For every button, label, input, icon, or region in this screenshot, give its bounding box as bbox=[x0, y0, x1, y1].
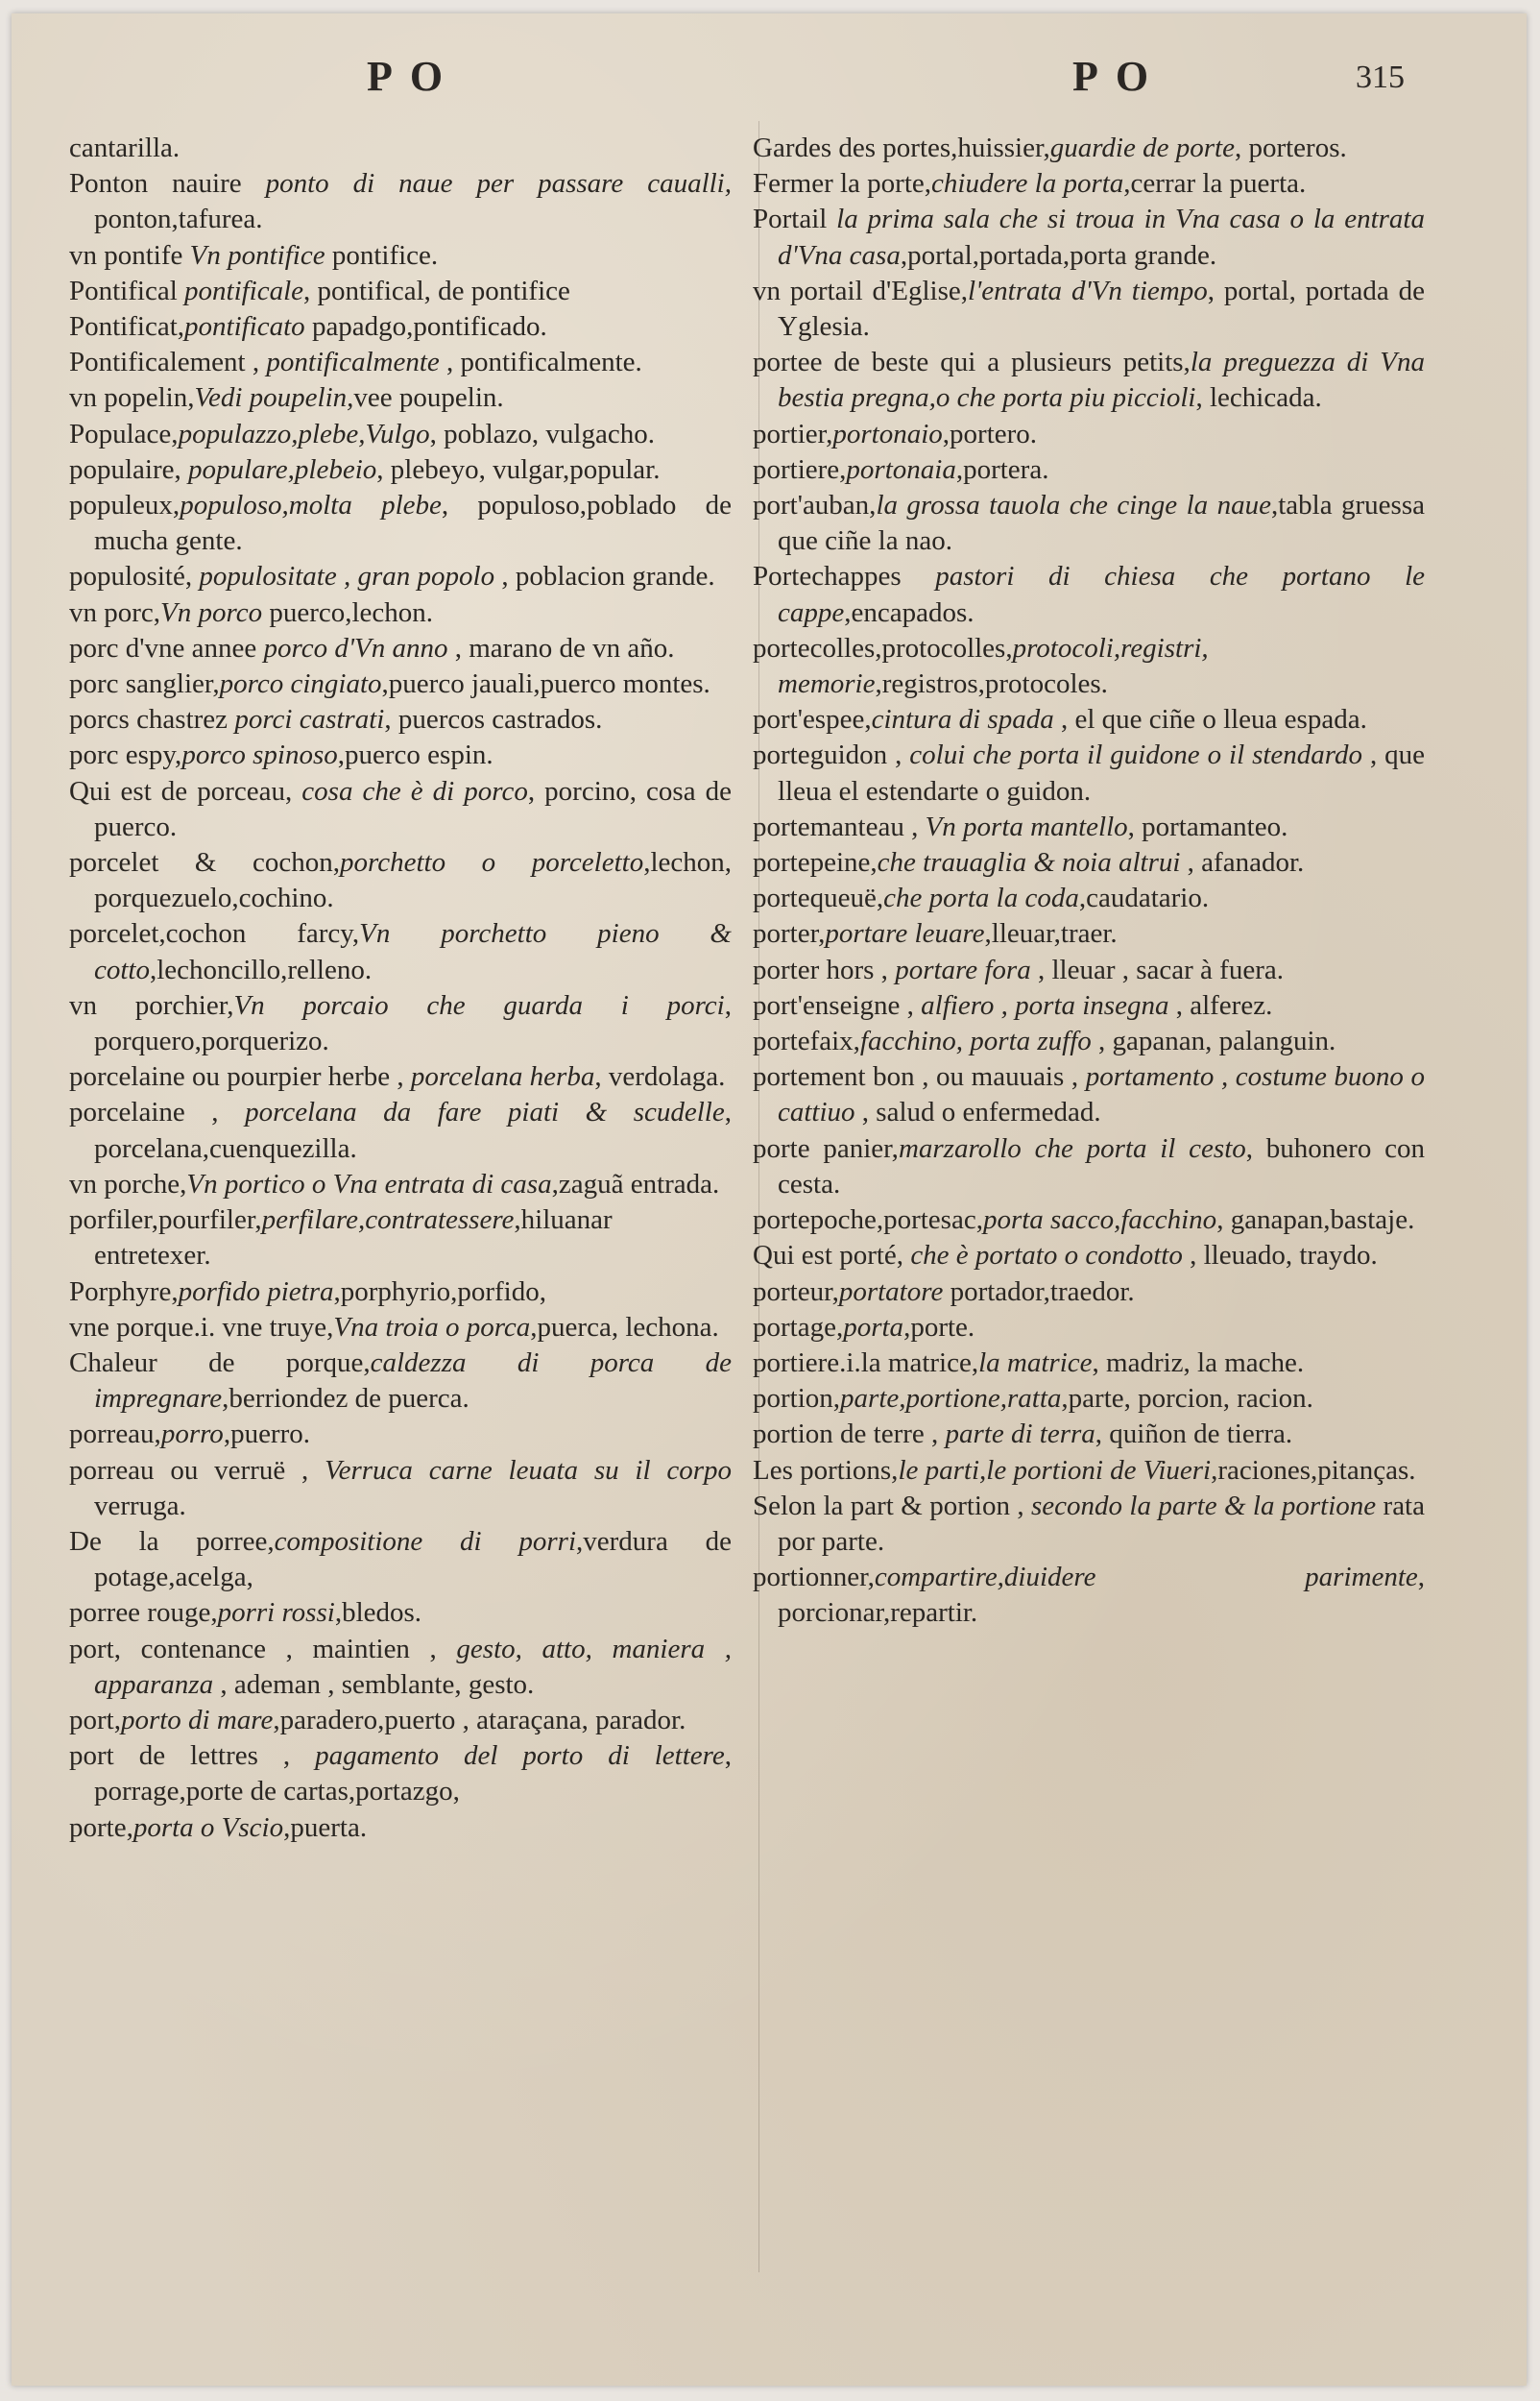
dictionary-entry bbox=[69, 380, 732, 416]
dictionary-entry bbox=[69, 131, 732, 166]
entry-italian-gloss: Vn porchetto pieno & cotto bbox=[94, 918, 732, 985]
entry-spanish-gloss: papadgo,pontificado. bbox=[304, 311, 547, 343]
dictionary-entry bbox=[69, 417, 732, 452]
entry-italian-gloss: che porta la coda bbox=[883, 883, 1079, 914]
entry-spanish-gloss: ,berriondez de puerca. bbox=[222, 1383, 469, 1415]
entry-italian-gloss: portare leuare bbox=[825, 918, 985, 950]
entry-headword: portiere, bbox=[753, 453, 847, 485]
entry-spanish-gloss: ,puerta. bbox=[283, 1811, 368, 1843]
dictionary-entry bbox=[69, 595, 732, 631]
entry-spanish-gloss: puerco,lechon. bbox=[262, 596, 434, 628]
entry-italian-gloss: porcelana da fare piati & scudelle bbox=[245, 1097, 725, 1128]
dictionary-entry bbox=[753, 738, 1425, 809]
entry-italian-gloss: pagamento del porto di lettere bbox=[315, 1740, 725, 1772]
entry-spanish-gloss: ponton,tafurea. bbox=[94, 204, 263, 235]
entry-spanish-gloss: vee poupelin. bbox=[353, 382, 504, 414]
entry-headword: port'auban, bbox=[753, 490, 877, 521]
entry-headword: vn popelin, bbox=[69, 382, 195, 414]
entry-headword: portage, bbox=[753, 1311, 844, 1343]
entry-italian-gloss: secondo la parte & la portione bbox=[1031, 1490, 1377, 1521]
dictionary-entry bbox=[753, 1453, 1425, 1489]
entry-spanish-gloss: ,parte, porcion, racion. bbox=[1061, 1383, 1313, 1415]
entry-headword: Gardes des portes,huissier, bbox=[753, 133, 1050, 163]
entry-italian-gloss: facchino, porta zuffo bbox=[859, 1026, 1092, 1057]
entry-spanish-gloss: ,caudatario. bbox=[1078, 883, 1210, 914]
entry-italian-gloss: porta sacco,facchino bbox=[982, 1204, 1217, 1236]
entry-spanish-gloss: , ganapan,bastaje. bbox=[1216, 1204, 1415, 1236]
entry-spanish-gloss: , lleuar , sacar à fuera. bbox=[1030, 954, 1284, 985]
dictionary-entry bbox=[69, 1095, 732, 1166]
entry-spanish-gloss: , puercos castrados. bbox=[384, 704, 603, 736]
dictionary-entry bbox=[753, 417, 1425, 452]
dictionary-entry bbox=[753, 166, 1425, 202]
entry-italian-gloss: la grossa tauola che cinge la naue bbox=[876, 490, 1271, 521]
dictionary-entry bbox=[69, 845, 732, 916]
dictionary-entry bbox=[69, 452, 732, 488]
dictionary-entry bbox=[69, 1167, 732, 1202]
entry-italian-gloss: Vn porta mantello bbox=[925, 811, 1128, 842]
entry-headword: portecolles,protocolles, bbox=[753, 632, 1013, 664]
entry-italian-gloss: guardie de porte bbox=[1049, 133, 1235, 163]
dictionary-entry bbox=[753, 953, 1425, 988]
dictionary-entry bbox=[753, 1346, 1425, 1381]
entry-italian-gloss: gesto, atto, maniera , apparanza bbox=[94, 1633, 732, 1700]
entry-italian-gloss: porta o Vscio bbox=[132, 1811, 284, 1843]
dictionary-entry bbox=[69, 1632, 732, 1703]
entry-spanish-gloss: , plebeyo, vulgar,popular. bbox=[376, 453, 661, 485]
entry-headword: portion, bbox=[753, 1383, 841, 1415]
entry-spanish-gloss: , porcino, cosa de puerco. bbox=[94, 775, 732, 842]
dictionary-entry bbox=[69, 345, 732, 380]
entry-headword: populeux, bbox=[69, 490, 180, 521]
entry-headword: cantarilla. bbox=[69, 133, 180, 163]
entry-italian-gloss: compositione di porri bbox=[274, 1525, 577, 1557]
entry-spanish-gloss: , buhonero con cesta. bbox=[778, 1132, 1425, 1200]
entry-italian-gloss: porco cingiato bbox=[219, 668, 382, 700]
entry-italian-gloss: populoso,molta plebe bbox=[180, 490, 442, 521]
dictionary-entry bbox=[753, 845, 1425, 881]
entry-headword: porter, bbox=[753, 918, 826, 950]
entry-headword: Fermer la porte, bbox=[753, 168, 932, 200]
entry-headword: portefaix, bbox=[753, 1026, 860, 1057]
entry-spanish-gloss: , ademan , semblante, gesto. bbox=[213, 1668, 535, 1700]
entry-italian-gloss: caldezza di porca de impregnare bbox=[94, 1346, 733, 1415]
entry-headword: porter hors , bbox=[753, 954, 896, 985]
entry-headword: vn porc, bbox=[69, 596, 161, 628]
entry-headword: vn porchier, bbox=[69, 989, 234, 1021]
entry-italian-gloss: compartire,diuidere parimente bbox=[874, 1562, 1418, 1593]
entry-italian-gloss: porco d'Vn anno bbox=[263, 632, 448, 664]
entry-headword: Pontifical bbox=[69, 275, 185, 306]
entry-spanish-gloss: , portamanteo. bbox=[1127, 811, 1288, 842]
entry-italian-gloss: che è portato o condotto bbox=[910, 1240, 1183, 1272]
entry-spanish-gloss: ,encapados. bbox=[844, 596, 975, 628]
dictionary-page bbox=[12, 13, 1527, 2386]
dictionary-entry bbox=[753, 1489, 1425, 1560]
entry-spanish-gloss: ,lleuar,traer. bbox=[984, 918, 1118, 950]
entry-spanish-gloss: ,puerca, lechona. bbox=[530, 1311, 719, 1343]
entry-spanish-gloss: pontifice. bbox=[325, 239, 439, 271]
entry-italian-gloss: populazzo,plebe,Vulgo bbox=[178, 418, 430, 449]
entry-headword: porc sanglier, bbox=[69, 668, 220, 700]
entry-headword: port, contenance , maintien , bbox=[69, 1633, 457, 1664]
entry-italian-gloss: porco spinoso bbox=[181, 740, 338, 771]
entry-spanish-gloss: portador,traedor. bbox=[943, 1275, 1135, 1307]
entry-headword: porcelet & cochon, bbox=[69, 847, 341, 879]
entry-spanish-gloss: , porteros. bbox=[1234, 133, 1347, 163]
entry-headword: populaire, bbox=[69, 453, 189, 485]
entry-spanish-gloss: ,portero. bbox=[942, 418, 1038, 449]
entry-spanish-gloss: ,cerrar la puerta. bbox=[1123, 168, 1307, 200]
dictionary-entry bbox=[69, 1453, 732, 1524]
entry-headword: porcelaine , bbox=[69, 1097, 246, 1128]
dictionary-entry bbox=[753, 452, 1425, 488]
dictionary-entry bbox=[753, 131, 1425, 166]
entry-spanish-gloss: , quiñon de tierra. bbox=[1095, 1419, 1293, 1450]
entry-headword: porree rouge, bbox=[69, 1597, 218, 1629]
dictionary-entry bbox=[753, 1560, 1425, 1631]
entry-italian-gloss: la prima sala che si troua in Vna casa o la entrata d'Vna casa bbox=[778, 204, 1425, 271]
dictionary-entry bbox=[69, 238, 732, 274]
entry-headword: porc espy, bbox=[69, 740, 182, 771]
dictionary-entry bbox=[753, 1381, 1425, 1417]
dictionary-entry bbox=[69, 738, 732, 773]
dictionary-entry bbox=[69, 1346, 732, 1417]
entry-headword: porcelet,cochon farcy, bbox=[69, 918, 360, 950]
dictionary-entry bbox=[753, 988, 1425, 1024]
entry-headword: portier, bbox=[753, 418, 833, 449]
entry-headword: Portail bbox=[753, 204, 837, 235]
entry-italian-gloss: pastori di chiesa che portano le cappe bbox=[778, 561, 1426, 628]
entry-spanish-gloss: ,porphyrio,porfido, bbox=[333, 1275, 546, 1307]
entry-spanish-gloss: ,puerco jauali,puerco montes. bbox=[381, 668, 710, 700]
entry-italian-gloss: Vn porco bbox=[160, 596, 263, 628]
dictionary-entry bbox=[753, 1024, 1425, 1059]
dictionary-entry bbox=[753, 1274, 1425, 1310]
entry-italian-gloss: chiudere la porta bbox=[931, 168, 1124, 200]
entry-headword: portionner, bbox=[753, 1562, 875, 1593]
entry-italian-gloss: porfido pietra bbox=[178, 1275, 334, 1307]
entry-spanish-gloss: , pontificalmente. bbox=[439, 347, 642, 378]
entry-headword: portement bon , ou mauuais , bbox=[753, 1061, 1086, 1093]
entry-italian-gloss: protocoli,registri, memorie bbox=[778, 632, 1209, 700]
entry-italian-gloss: l'entrata d'Vn tiempo bbox=[968, 275, 1208, 306]
entry-headword: porreau, bbox=[69, 1419, 161, 1450]
dictionary-entry bbox=[753, 274, 1425, 345]
entry-headword: porfiler,pourfiler, bbox=[69, 1204, 262, 1236]
entry-italian-gloss: Vn portico o Vna entrata di casa bbox=[186, 1168, 552, 1200]
dictionary-entry bbox=[69, 309, 732, 345]
entry-spanish-gloss: , lechicada. bbox=[1195, 382, 1322, 414]
dictionary-entry bbox=[69, 1202, 732, 1273]
entry-headword: porte, bbox=[69, 1811, 133, 1843]
entry-spanish-gloss: , lleuado, traydo. bbox=[1182, 1240, 1378, 1272]
entry-headword: portepeine, bbox=[753, 847, 878, 879]
entry-headword: porteguidon , bbox=[753, 740, 910, 771]
dictionary-entry bbox=[69, 774, 732, 845]
running-header bbox=[12, 52, 1527, 119]
entry-italian-gloss: Vna troia o porca bbox=[333, 1311, 531, 1343]
entry-headword: portequeuë, bbox=[753, 883, 884, 914]
header-right-letters: PO bbox=[1072, 53, 1167, 100]
dictionary-entry bbox=[753, 1310, 1425, 1346]
dictionary-entry bbox=[69, 166, 732, 237]
entry-headword: porcs chastrez bbox=[69, 704, 235, 736]
entry-spanish-gloss: ,hiluanar entretexer. bbox=[94, 1204, 613, 1272]
dictionary-entry bbox=[69, 1703, 732, 1738]
entry-italian-gloss: cintura di spada bbox=[871, 704, 1054, 736]
dictionary-entry bbox=[753, 1417, 1425, 1452]
dictionary-entry bbox=[753, 488, 1425, 559]
entry-headword: Qui est de porceau, bbox=[69, 775, 302, 807]
dictionary-entry bbox=[753, 1238, 1425, 1273]
entry-headword: vn porche, bbox=[69, 1168, 187, 1200]
entry-italian-gloss: porta bbox=[843, 1311, 904, 1343]
entry-headword: porte panier, bbox=[753, 1132, 899, 1164]
entry-italian-gloss: porri rossi bbox=[217, 1597, 335, 1629]
dictionary-entry bbox=[69, 1595, 732, 1631]
entry-italian-gloss: portamento , costume buono o cattiuo bbox=[778, 1061, 1425, 1128]
entry-headword: portepoche,portesac, bbox=[753, 1204, 983, 1236]
entry-headword: Ponton nauire bbox=[69, 168, 266, 200]
entry-spanish-gloss: , madriz, la mache. bbox=[1092, 1346, 1305, 1378]
entry-spanish-gloss: , porquero,porquerizo. bbox=[94, 989, 732, 1057]
entry-italian-gloss: marzarollo che porta il cesto bbox=[898, 1132, 1246, 1164]
dictionary-entry bbox=[69, 667, 732, 702]
entry-spanish-gloss: ,raciones,pitanças. bbox=[1211, 1454, 1416, 1486]
dictionary-entry bbox=[69, 1059, 732, 1095]
entry-italian-gloss: alfiero , porta insegna bbox=[921, 989, 1169, 1021]
entry-headword: Selon la part & portion , bbox=[753, 1490, 1031, 1521]
dictionary-entry bbox=[753, 702, 1425, 738]
entry-headword: port'espee, bbox=[753, 704, 872, 736]
dictionary-entry bbox=[69, 1417, 732, 1452]
dictionary-entry bbox=[69, 1810, 732, 1846]
entry-spanish-gloss: ,tabla gruessa que ciñe la nao. bbox=[778, 490, 1425, 557]
dictionary-entry bbox=[753, 1202, 1425, 1238]
dictionary-entry bbox=[69, 702, 732, 738]
entry-italian-gloss: portatore bbox=[838, 1275, 944, 1307]
entry-spanish-gloss: , porrage,porte de cartas,portazgo, bbox=[94, 1740, 732, 1807]
entry-spanish-gloss: , pontifical, de pontifice bbox=[303, 275, 570, 306]
dictionary-entry bbox=[753, 559, 1425, 630]
dictionary-entry bbox=[69, 916, 732, 987]
entry-italian-gloss: parte,portione,ratta bbox=[840, 1383, 1062, 1415]
entry-headword: port de lettres , bbox=[69, 1740, 316, 1772]
entry-spanish-gloss: , poblazo, vulgacho. bbox=[429, 418, 655, 449]
entry-spanish-gloss: , verdolaga. bbox=[594, 1061, 726, 1093]
entry-spanish-gloss: ,porte. bbox=[903, 1311, 975, 1343]
entry-spanish-gloss: ,verdura de potage,acelga, bbox=[94, 1525, 732, 1593]
entry-headword: De la porree, bbox=[69, 1525, 275, 1557]
entry-spanish-gloss: rata por parte. bbox=[778, 1490, 1425, 1557]
dictionary-entry bbox=[753, 810, 1425, 845]
entry-italian-gloss: porro bbox=[160, 1419, 224, 1450]
dictionary-entry bbox=[753, 202, 1425, 273]
entry-headword: portiere.i.la matrice, bbox=[753, 1346, 979, 1378]
entry-italian-gloss: ponto di naue per passare caualli, bbox=[265, 168, 732, 200]
entry-spanish-gloss: ,paradero,puerto , ataraçana, parador. bbox=[273, 1704, 686, 1735]
entry-spanish-gloss: , poblacion grande. bbox=[494, 561, 715, 593]
entry-spanish-gloss: , que lleua el estendarte o guidon. bbox=[778, 740, 1425, 807]
dictionary-entry bbox=[69, 988, 732, 1059]
entry-italian-gloss: colui che porta il guidone o il stendardo bbox=[909, 740, 1362, 771]
dictionary-entry bbox=[69, 1274, 732, 1310]
entry-spanish-gloss: ,lechon, porquezuelo,cochino. bbox=[94, 847, 732, 914]
entry-headword: Portechappes bbox=[753, 561, 936, 593]
entry-headword: Pontificat, bbox=[69, 311, 185, 343]
right-column bbox=[753, 131, 1425, 1632]
entry-italian-gloss: Vn pontifice bbox=[189, 239, 325, 271]
entry-headword: Les portions, bbox=[753, 1454, 899, 1486]
dictionary-entry bbox=[69, 488, 732, 559]
dictionary-entry bbox=[753, 631, 1425, 702]
entry-spanish-gloss: , el que ciñe o lleua espada. bbox=[1053, 704, 1367, 736]
entry-spanish-gloss: ,lechoncillo,relleno. bbox=[150, 954, 373, 985]
header-left-letters: PO bbox=[367, 53, 461, 100]
dictionary-entry bbox=[69, 1524, 732, 1595]
left-column bbox=[69, 131, 732, 1846]
entry-headword: Qui est porté, bbox=[753, 1240, 911, 1272]
entry-italian-gloss: pontificale bbox=[184, 275, 304, 306]
entry-italian-gloss: parte di terra bbox=[945, 1419, 1095, 1450]
entry-spanish-gloss: ,puerro. bbox=[223, 1419, 310, 1450]
entry-headword: vn portail d'Eglise, bbox=[753, 275, 969, 306]
entry-italian-gloss: porcelana herba bbox=[410, 1061, 595, 1093]
dictionary-entry bbox=[753, 1131, 1425, 1202]
entry-headword: Chaleur de porque, bbox=[69, 1346, 371, 1378]
entry-spanish-gloss: , afanador. bbox=[1180, 847, 1305, 879]
dictionary-entry bbox=[69, 1310, 732, 1346]
entry-headword: populosité, bbox=[69, 561, 200, 593]
entry-spanish-gloss: , porcionar,repartir. bbox=[778, 1562, 1425, 1629]
entry-spanish-gloss: ,portera. bbox=[955, 453, 1049, 485]
entry-italian-gloss: Verruca carne leuata su il corpo bbox=[325, 1454, 732, 1486]
entry-italian-gloss: la matrice bbox=[978, 1346, 1093, 1378]
entry-headword: Pontificalement , bbox=[69, 347, 267, 378]
dictionary-entry bbox=[753, 916, 1425, 952]
entry-headword: portee de beste qui a plusieurs petits, bbox=[753, 347, 1191, 378]
page-number: 315 bbox=[1356, 60, 1405, 95]
entry-headword: port, bbox=[69, 1704, 121, 1735]
entry-italian-gloss: perfilare,contratessere bbox=[261, 1204, 515, 1236]
entry-spanish-gloss: , portal, portada de Yglesia. bbox=[778, 275, 1425, 343]
entry-spanish-gloss: , salud o enfermedad. bbox=[854, 1097, 1101, 1128]
entry-italian-gloss: portare fora bbox=[895, 954, 1031, 985]
entry-italian-gloss: portonaio bbox=[832, 418, 943, 449]
dictionary-entry bbox=[69, 1738, 732, 1809]
entry-headword: port'enseigne , bbox=[753, 989, 922, 1021]
entry-italian-gloss: cosa che è di porco bbox=[301, 775, 528, 807]
entry-spanish-gloss: , porcelana,cuenquezilla. bbox=[94, 1097, 732, 1164]
entry-headword: porcelaine ou pourpier herbe , bbox=[69, 1061, 411, 1093]
entry-italian-gloss: la preguezza di Vna bestia pregna,o che porta piu piccioli bbox=[778, 347, 1425, 414]
entry-headword: vn pontife bbox=[69, 239, 190, 271]
entry-spanish-gloss: ,zaguã entrada. bbox=[551, 1168, 720, 1200]
entry-headword: porc d'vne annee bbox=[69, 632, 264, 664]
entry-italian-gloss: populositate , gran popolo bbox=[199, 561, 495, 593]
entry-italian-gloss: porto di mare bbox=[120, 1704, 274, 1735]
entry-italian-gloss: pontificalmente bbox=[266, 347, 440, 378]
entry-spanish-gloss: ,bledos. bbox=[334, 1597, 422, 1629]
entry-headword: portion de terre , bbox=[753, 1419, 946, 1450]
entry-spanish-gloss: , marano de vn año. bbox=[447, 632, 675, 664]
dictionary-entry bbox=[753, 881, 1425, 916]
entry-italian-gloss: porchetto o porceletto bbox=[340, 847, 644, 879]
entry-italian-gloss: Vedi poupelin, bbox=[194, 382, 354, 414]
entry-italian-gloss: porci castrati bbox=[234, 704, 385, 736]
entry-headword: porreau ou verruë , bbox=[69, 1454, 325, 1486]
entry-spanish-gloss: , populoso,poblado de mucha gente. bbox=[94, 490, 732, 557]
dictionary-entry bbox=[69, 631, 732, 667]
dictionary-entry bbox=[753, 1059, 1425, 1130]
dictionary-entry bbox=[69, 559, 732, 594]
entry-spanish-gloss: ,registros,protocoles. bbox=[875, 668, 1108, 700]
entry-italian-gloss: portonaia bbox=[846, 453, 956, 485]
entry-italian-gloss: che trauaglia & noia altrui bbox=[877, 847, 1181, 879]
entry-spanish-gloss: ,portal,portada,porta grande. bbox=[900, 239, 1217, 271]
entry-italian-gloss: le parti,le portioni de Viueri bbox=[898, 1454, 1212, 1486]
entry-headword: Populace, bbox=[69, 418, 179, 449]
entry-italian-gloss: pontificato bbox=[184, 311, 305, 343]
dictionary-entry bbox=[69, 274, 732, 309]
entry-spanish-gloss: , gapanan, palanguin. bbox=[1091, 1026, 1336, 1057]
entry-spanish-gloss: ,puerco espin. bbox=[337, 740, 493, 771]
entry-headword: portemanteau , bbox=[753, 811, 926, 842]
entry-italian-gloss: populare,plebeio bbox=[188, 453, 377, 485]
entry-headword: Porphyre, bbox=[69, 1275, 179, 1307]
entry-spanish-gloss: , alferez. bbox=[1168, 989, 1273, 1021]
entry-headword: porteur, bbox=[753, 1275, 839, 1307]
entry-italian-gloss: Vn porcaio che guarda i porci bbox=[233, 989, 725, 1021]
entry-headword: vne porque.i. vne truye, bbox=[69, 1311, 334, 1343]
entry-spanish-gloss: verruga. bbox=[94, 1490, 186, 1521]
dictionary-entry bbox=[753, 345, 1425, 416]
